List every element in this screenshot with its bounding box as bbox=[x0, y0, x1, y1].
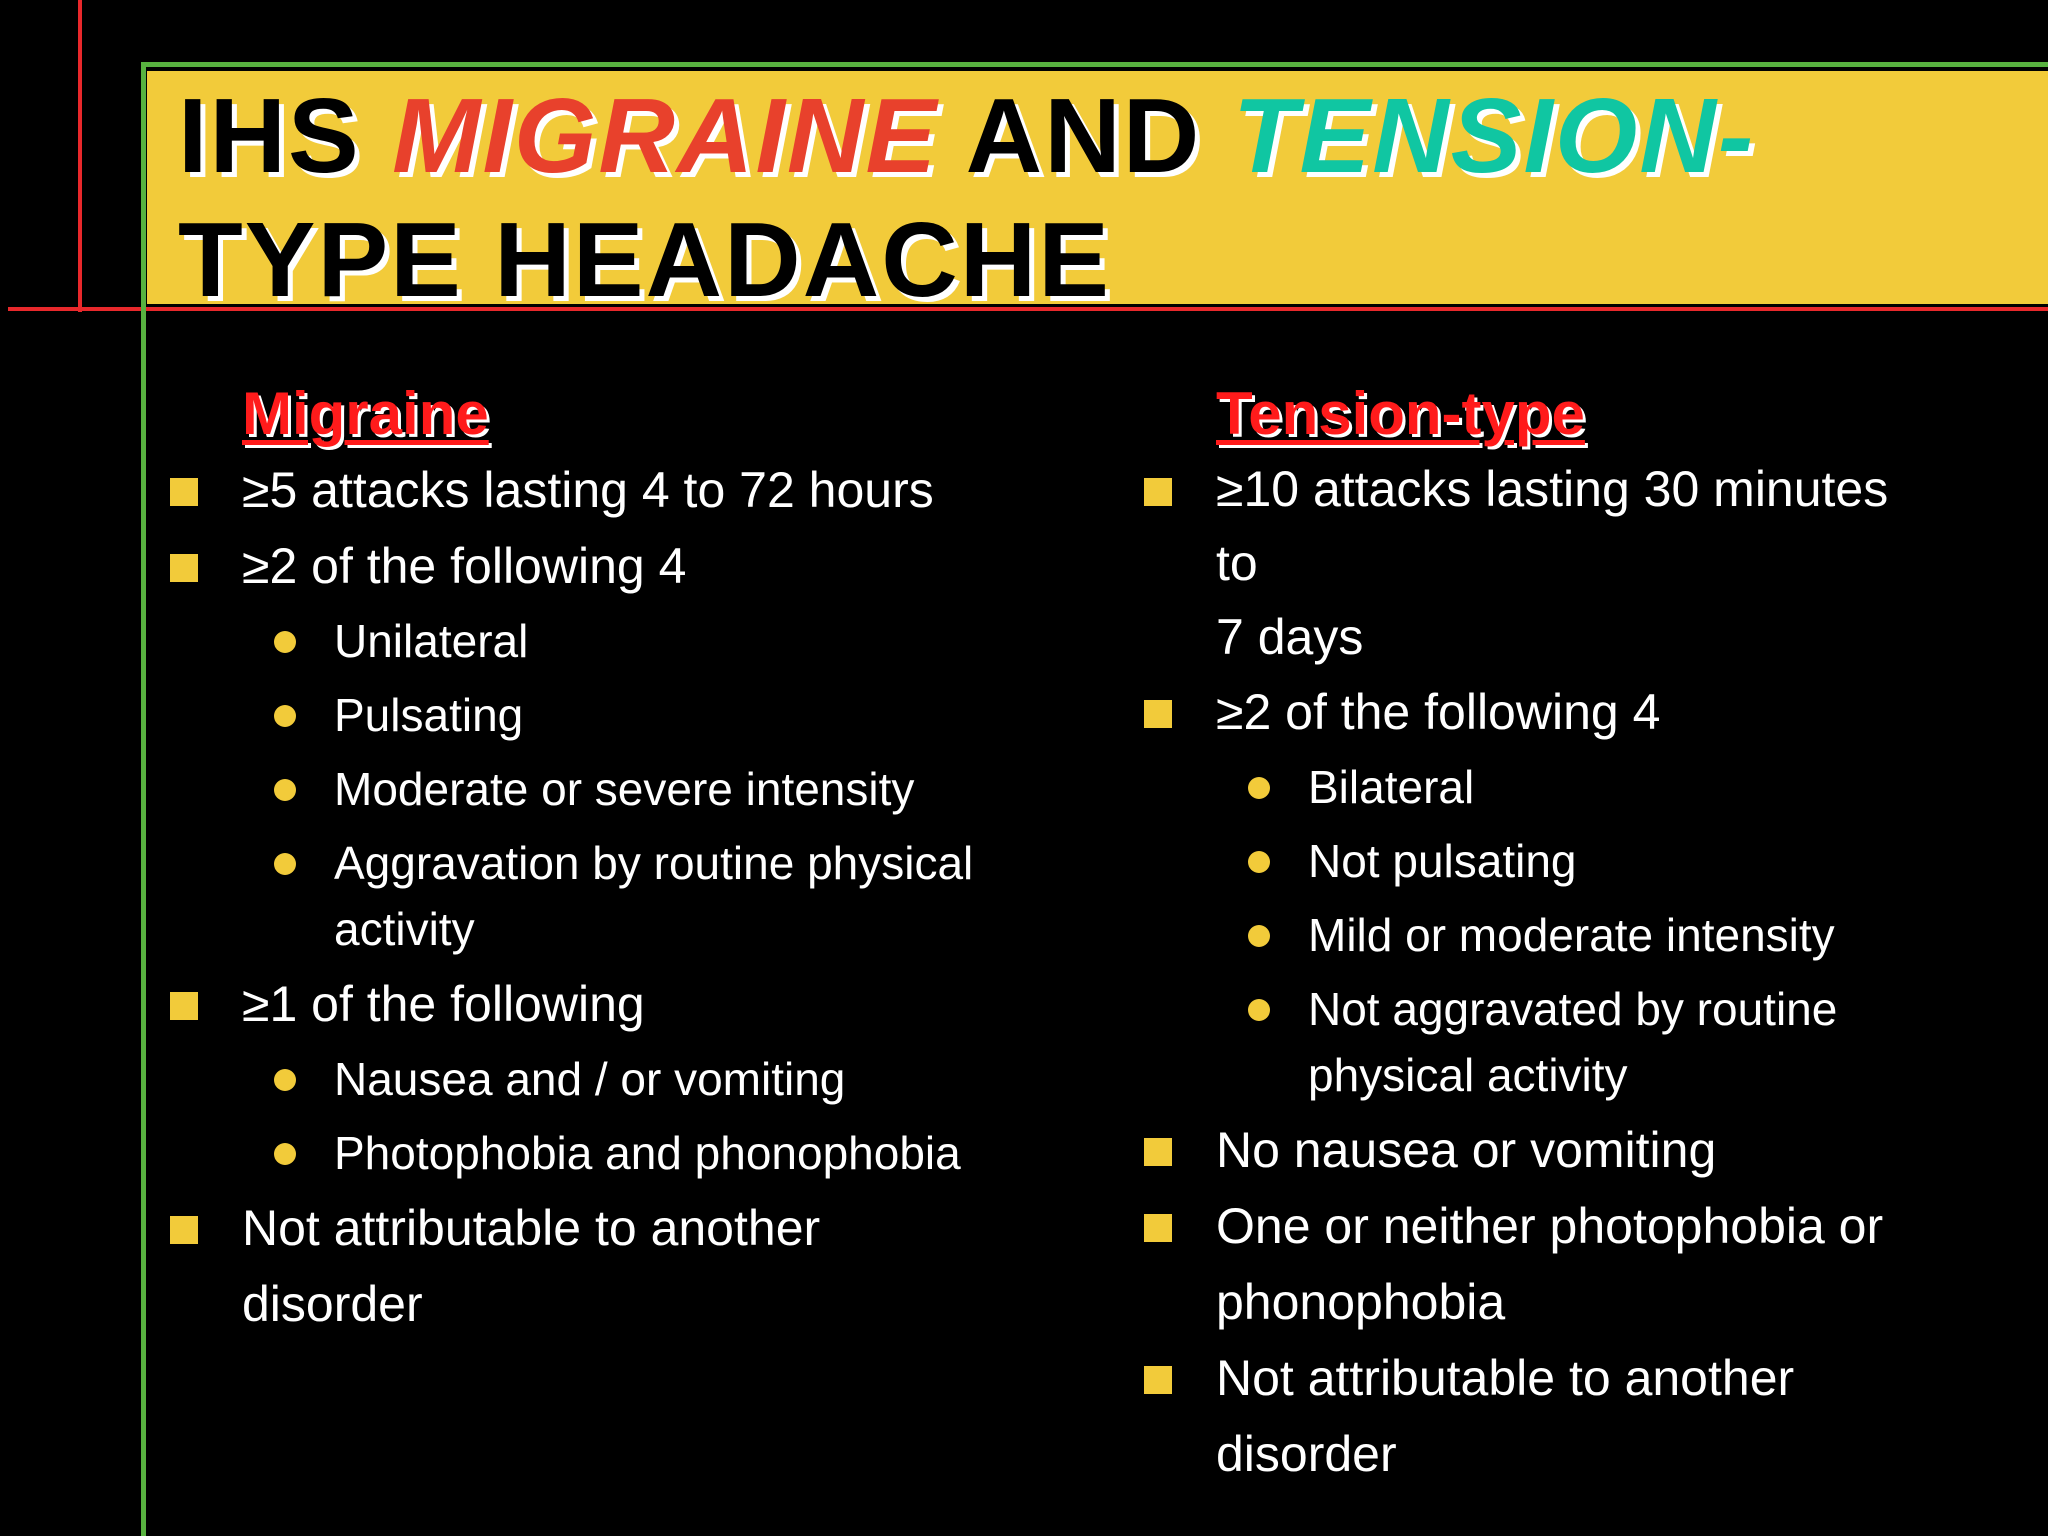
title-part-tension: TENSION- bbox=[1232, 77, 1756, 195]
migraine-criterion-attacks: ≥5 attacks lasting 4 to 72 hours bbox=[242, 462, 934, 518]
tension-criterion-two-of-four: ≥2 of the following 4 bbox=[1216, 684, 1661, 740]
title-part-and: AND bbox=[938, 77, 1233, 195]
tension-criterion-not-attributable: Not attributable to another disorder bbox=[1216, 1350, 1795, 1482]
tension-criterion-no-nausea: No nausea or vomiting bbox=[1216, 1122, 1717, 1178]
migraine-heading: Migraine bbox=[242, 380, 489, 447]
tension-heading: Tension-type bbox=[1216, 380, 1585, 447]
title-part-ihs: IHS bbox=[178, 77, 393, 195]
list-item: Not pulsating bbox=[1248, 824, 2024, 898]
title-part-type-headache: TYPE HEADACHE bbox=[178, 201, 1112, 319]
tension-sublist-features bbox=[1216, 750, 2024, 1112]
migraine-criteria-list bbox=[170, 452, 1070, 1342]
list-item: Bilateral bbox=[1248, 750, 2024, 824]
list-item bbox=[1144, 1188, 1976, 1340]
list-item: Not aggravated by routine physical activity bbox=[1248, 972, 1928, 1112]
list-item bbox=[170, 966, 1070, 1190]
list-item: Nausea and / or vomiting bbox=[274, 1042, 1070, 1116]
tension-criterion-attacks-line3: 7 days bbox=[1216, 609, 1364, 665]
tension-criterion-attacks-line1: ≥10 attacks lasting 30 minutes bbox=[1216, 461, 1889, 517]
frame-line-red-vertical bbox=[78, 0, 82, 312]
list-item: Pulsating bbox=[274, 678, 1070, 752]
tension-criterion-attacks-line2: to bbox=[1216, 535, 1258, 591]
list-item: Photophobia and phonophobia bbox=[274, 1116, 1070, 1190]
migraine-criterion-one-of: ≥1 of the following bbox=[242, 976, 645, 1032]
tension-criterion-photophobia: One or neither photophobia or phonophobia bbox=[1216, 1198, 1884, 1330]
list-item bbox=[1144, 1112, 2024, 1188]
frame-line-green-vertical bbox=[141, 62, 146, 1536]
frame-line-green-horizontal bbox=[141, 62, 2048, 67]
migraine-sublist-features bbox=[242, 604, 1070, 966]
list-item: Aggravation by routine physical activity bbox=[274, 826, 1070, 966]
migraine-column bbox=[170, 378, 1070, 1342]
tension-criteria-list bbox=[1144, 452, 2024, 1492]
list-item: Mild or moderate intensity bbox=[1248, 898, 2024, 972]
list-item bbox=[170, 1190, 882, 1342]
list-item bbox=[1144, 674, 2024, 1112]
tension-column bbox=[1144, 378, 2024, 1492]
migraine-sublist-symptoms bbox=[242, 1042, 1070, 1190]
list-item bbox=[170, 452, 1070, 528]
list-item: Unilateral bbox=[274, 604, 1070, 678]
title-part-migraine: MIGRAINE bbox=[392, 77, 939, 195]
list-item bbox=[1144, 452, 2024, 674]
slide-title bbox=[178, 74, 2018, 322]
migraine-criterion-two-of-four: ≥2 of the following 4 bbox=[242, 538, 687, 594]
list-item: Moderate or severe intensity bbox=[274, 752, 1070, 826]
list-item bbox=[1144, 1340, 1916, 1492]
migraine-criterion-not-attributable: Not attributable to another disorder bbox=[242, 1200, 821, 1332]
list-item bbox=[170, 528, 1070, 966]
